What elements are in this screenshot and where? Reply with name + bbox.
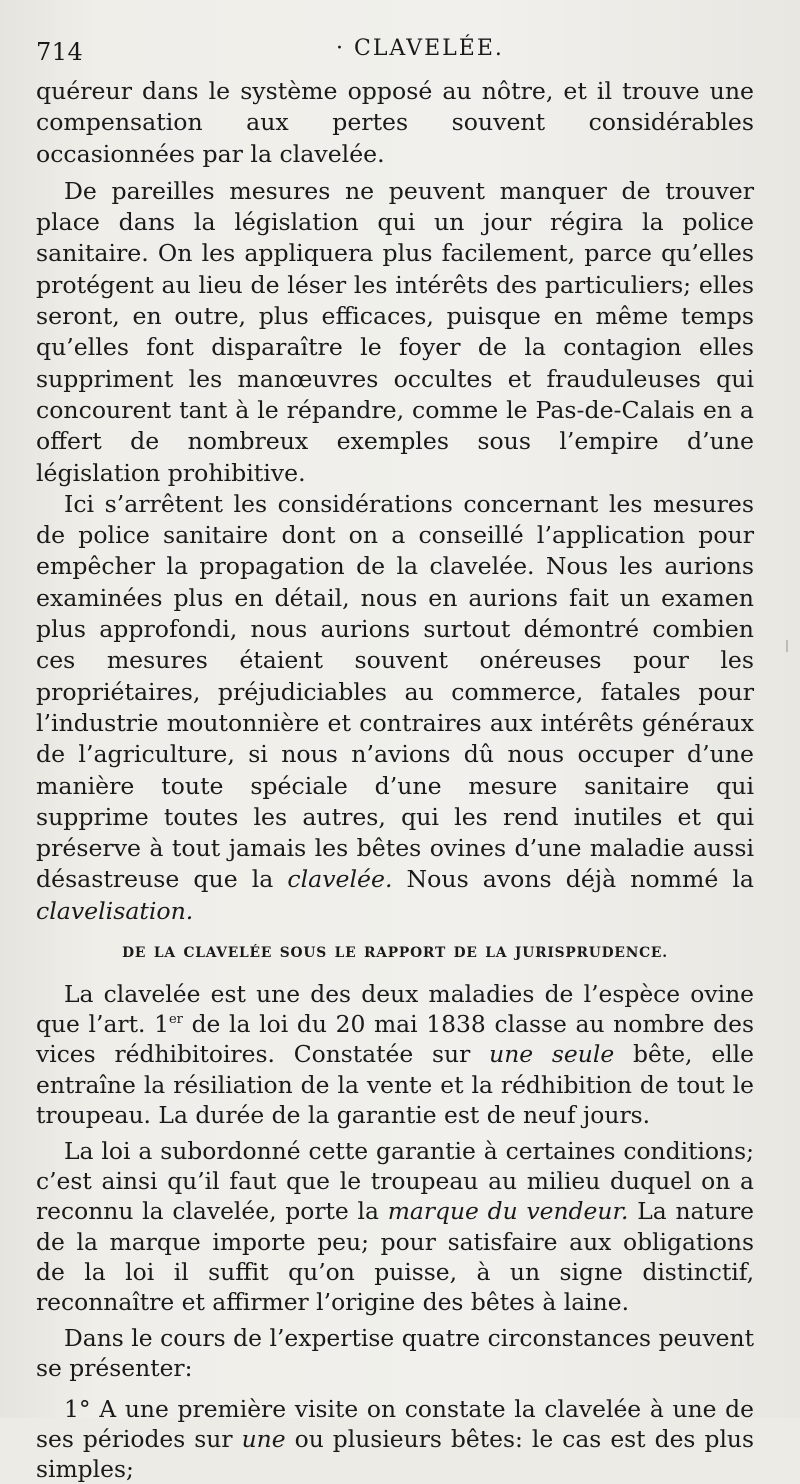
paragraph-text: ou plusieurs bêtes: le cas est des plus simples; [36,1424,754,1484]
italic-term: marque du vendeur. [387,1197,629,1226]
paragraph [36,979,754,1130]
paragraph [36,1136,754,1317]
paragraph [36,1394,754,1484]
text-block-2 [36,979,754,1484]
section-heading: DE LA CLAVELÉE SOUS LE RAPPORT DE LA JURISPRUDENCE. [122,945,668,962]
paragraph: De pareilles mesures ne peuvent manquer de trouver place dans la législation qui un jour régira la police sanitaire. On les appliquera plus facilement, parce qu’elles protégent au lieu de léser les intérêts des particuliers; elles seront, en outre, plus efficaces, puisque en même temps qu’elles font disparaître le foyer de la contagion elles suppriment les manœuvres occultes et frauduleuses qui concourent tant à le répandre, comme le Pas-de-Calais en a offert de nombreux exemples sous l’empire d’une législation prohibitive. [36,176,754,487]
page-header [36,28,754,76]
italic-term: une [241,1424,286,1453]
paragraph-text: de la loi du 20 mai 1838 classe au nombre des vices rédhibitoires. Constatée sur [36,1010,754,1069]
paragraph: quéreur dans le système opposé au nôtre, et il trouve une compensation aux pertes souvent considérables occasionnées par la clavelée. [36,77,754,168]
paragraph-text: La clavelée est une des deux maladies de l’espèce ovine que l’art. 1 [36,980,754,1039]
paragraph-text: La loi a subordonné cette garantie à certaines conditions; c’est ainsi qu’il faut que le troupeau au milieu duquel on a reconnu la clavelée, porte la [36,1137,754,1226]
paragraph [36,489,754,927]
paragraph-text: bête, elle entraîne la résiliation de la vente et la rédhibition de tout le troupeau. La durée de la garantie est de neuf jours. [36,1040,754,1129]
italic-term: clavelisation. [36,896,194,925]
italic-term: une seule [489,1040,615,1069]
paragraph-text: Nous avons déjà nommé la [392,865,754,894]
spacer [36,1384,754,1394]
running-title: · CLAVELÉE. [336,36,504,61]
paragraph-text: 1° A une première visite on constate la clavelée à une de ses périodes sur [36,1394,754,1453]
superscript: er [168,1012,183,1028]
paragraph-text: Ici s’arrêtent les considérations concernant les mesures de police sanitaire dont on a conseillé l’application pour empêcher la propagation de la clavelée. Nous les aurions examinées plus en détail, nous en aurions fait un examen plus approfondi, nous aurions surtout démontré combien ces mesures étaient souvent onéreuses pour les propriétaires, préjudiciables au commerce, fatales pour l’industrie moutonnière et contraires aux intérêts généraux de l’agriculture, si nous n’avions dû nous occuper d’une manière toute spéciale d’une mesure sanitaire qui supprime toutes les autres, qui les rend inutiles et qui préserve à tout jamais les bêtes ovines d’une maladie aussi désastreuse que la [36,489,754,894]
text-block-1 [36,76,754,927]
italic-term: clavelée. [287,865,393,894]
margin-mark [786,640,788,652]
paragraph: Dans le cours de l’expertise quatre circonstances peuvent se présenter: [36,1324,754,1383]
paragraph-text: La nature de la marque importe peu; pour satisfaire aux obligations de la loi il suffit qu’on puisse, à un signe distinctif, reconnaître et affirmer l’origine des bêtes à laine. [36,1197,754,1317]
page-number: 714 [36,38,84,66]
